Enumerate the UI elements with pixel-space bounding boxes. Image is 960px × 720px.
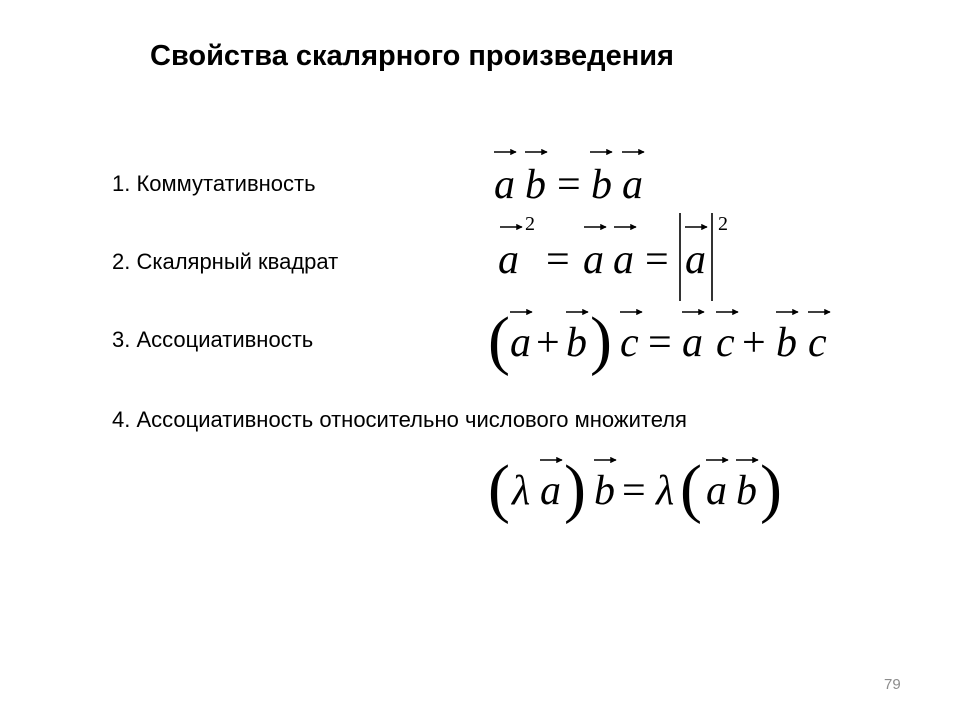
left-paren: ( [488,452,510,525]
symbol-a: a [583,237,604,283]
symbol-a: a [613,237,634,283]
symbol-a: a [685,237,706,283]
exponent-2: 2 [525,213,535,235]
symbol-a: a [494,162,515,206]
equals-sign: = [648,320,672,366]
page-number: 79 [884,676,901,693]
property-3-label: 3. Ассоциативность [112,327,314,352]
symbol-b: b [525,162,546,206]
left-paren: ( [488,304,510,377]
symbol-b: b [594,468,615,514]
right-paren: ) [564,452,586,525]
exponent-2: 2 [718,213,728,235]
symbol-b: b [566,320,587,366]
symbol-b: b [591,162,612,206]
right-paren: ) [590,304,612,377]
formula-scalar-square [480,205,740,305]
symbol-a: a [498,237,519,283]
property-1-label: 1. Коммутативность [112,171,316,196]
slide-title: Свойства скалярного произведения [150,40,674,72]
symbol-b: b [776,320,797,366]
right-paren: ) [760,452,782,525]
equals-sign: = [645,237,669,283]
equals-sign: = [546,237,570,283]
symbol-c: c [808,320,827,366]
symbol-lambda: λ [512,468,531,514]
symbol-c: c [620,320,639,366]
symbol-lambda: λ [656,468,675,514]
symbol-a: a [706,468,727,514]
property-4-label: 4. Ассоциативность относительно числового множителя [112,407,687,432]
symbol-a: a [622,162,643,206]
symbol-a: a [510,320,531,366]
plus-sign: + [536,320,560,366]
symbol-c: c [716,320,735,366]
formula-commutativity [480,140,670,206]
symbol-a: a [540,468,561,514]
formula-scalar-multiplier [480,448,790,538]
left-paren: ( [680,452,702,525]
equals-sign: = [622,468,646,514]
plus-sign: + [742,320,766,366]
equals-sign: = [557,162,581,206]
symbol-b: b [736,468,757,514]
property-2-label: 2. Скалярный квадрат [112,249,339,274]
symbol-a: a [682,320,703,366]
formula-associativity [480,300,840,390]
